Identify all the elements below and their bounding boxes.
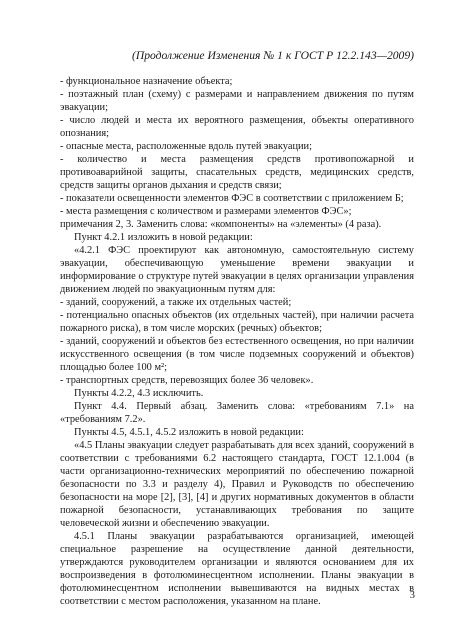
page-number: 3 (409, 590, 415, 601)
paragraph: - количество и места размещения средств противопожарной и противоаварийной защиты, спасательных средств, медицинских средств, средств защиты органов дыхания и средств связи; (60, 154, 414, 191)
paragraph: - транспортных средств, перевозящих более 36 человек». (60, 375, 314, 386)
paragraph: - поэтажный план (схему) с размерами и направлением движения по путям эвакуации; (60, 89, 414, 113)
paragraph: - показатели освещенности элементов ФЭС в соответствии с приложением Б; (60, 193, 404, 204)
paragraph: 4.5.1 Планы эвакуации разрабатываются организацией, имеющей специальное разрешение на осуществление данной деятельности, утверждаются руководителем организации и являются основанием для их воспроизведения в фотолюминесцентном исполнении. Планы эвакуации в фотолюминесцентном исполнении вывешиваются на видных местах в соответствии с местом расположения, указанном на плане. (60, 531, 414, 607)
paragraph: Пункты 4.2.2, 4.3 исключить. (74, 388, 204, 399)
paragraph: «4.2.1 ФЭС проектируют как автономную, самостоятельную систему эвакуации, обеспечивающую уменьшение времени эвакуации и информирование о структуре путей эвакуации в целях организации управления движением людей по эвакуационным путям для: (60, 245, 414, 295)
paragraph: Пункт 4.4. Первый абзац. Заменить слова: «требованиям 7.1» на «требованиям 7.2». (60, 401, 414, 425)
paragraph: - функциональное назначение объекта; (60, 76, 233, 87)
paragraph: - потенциально опасных объектов (их отдельных частей), при наличии расчета пожарного риска), в том числе морских (речных) объектов; (60, 310, 414, 334)
running-header: (Продолжение Изменения № 1 к ГОСТ Р 12.2.143—2009) (131, 49, 414, 62)
paragraph: - зданий, сооружений, а также их отдельных частей; (60, 297, 292, 308)
paragraph: - опасные места, расположенные вдоль путей эвакуации; (60, 141, 313, 152)
paragraph: Пункты 4.5, 4.5.1, 4.5.2 изложить в новой редакции: (74, 427, 304, 438)
paragraph: - зданий, сооружений и объектов без естественного освещения, но при наличии искусственного освещения (в том числе подземных сооружений и объектов) площадью более 100 м²; (60, 336, 414, 373)
document-body (60, 75, 414, 608)
paragraph: Пункт 4.2.1 изложить в новой редакции: (74, 232, 253, 243)
paragraph: - места размещения с количеством и размерами элементов ФЭС»; (60, 206, 352, 217)
paragraph: «4.5 Планы эвакуации следует разрабатывать для всех зданий, сооружений в соответствии с требованиями 6.2 настоящего стандарта, ГОСТ 12.1.004 (в части организационно-технических мероприятий по обеспечению пожарной безопасности по 3.3 и разделу 4), Правил и Руководств по обеспечению безопасности на море [2], [3], [4] и других нормативных документов в области пожарной безопасности, устанавливающих требования по защите человеческой жизни и обеспечению эвакуации. (60, 440, 414, 529)
paragraph: - число людей и места их вероятного размещения, объекты оперативного опознания; (60, 115, 414, 139)
paragraph: примечания 2, 3. Заменить слова: «компоненты» на «элементы» (4 раза). (60, 219, 382, 230)
